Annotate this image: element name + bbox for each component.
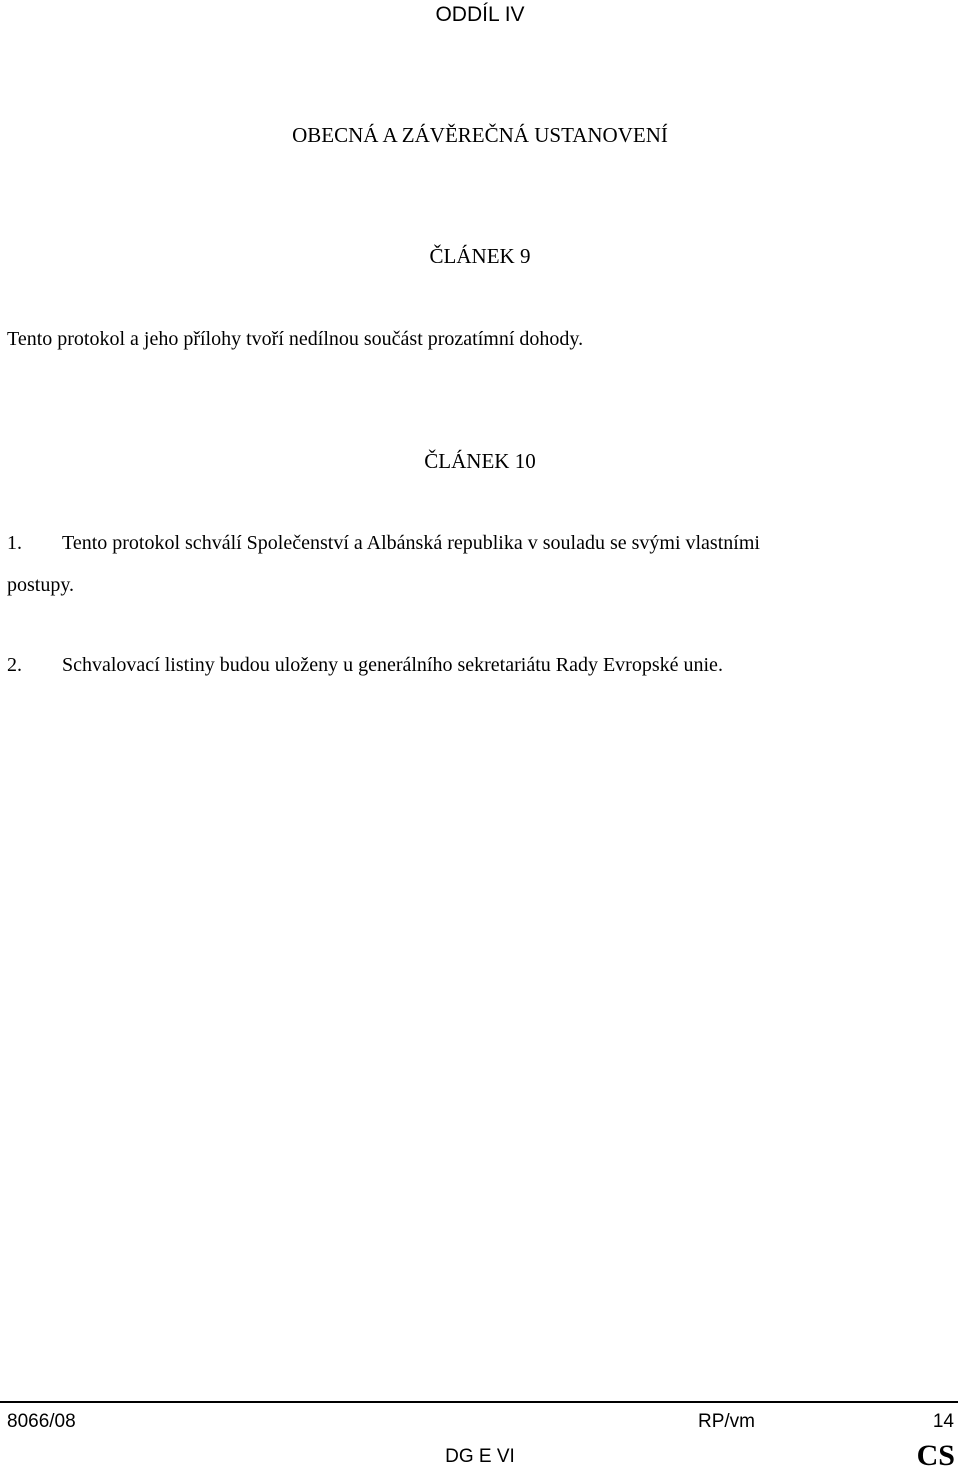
footer-page-number: 14 [932,1411,954,1432]
footer-directorate: DG E VI [445,1446,515,1467]
footer-divider [0,1401,958,1403]
section-heading: ODDÍL IV [435,3,525,26]
footer-language-code: CS [916,1439,955,1472]
article-10-item-2-number: 2. [7,654,22,676]
part-title: OBECNÁ A ZÁVĚREČNÁ USTANOVENÍ [292,123,668,147]
article-10-heading: ČLÁNEK 10 [424,449,536,473]
article-10-item-2-text: Schvalovací listiny budou uloženy u generálního sekretariátu Rady Evropské unie. [62,654,723,676]
article-10-item-1-text: Tento protokol schválí Společenství a Albánská republika v souladu se svými vlastními [62,532,760,554]
article-9-heading: ČLÁNEK 9 [429,244,531,268]
article-10-item-1-continuation: postupy. [7,574,75,596]
footer-initials: RP/vm [698,1411,755,1432]
article-9-text: Tento protokol a jeho přílohy tvoří nedílnou součást prozatímní dohody. [7,328,584,350]
footer-doc-number: 8066/08 [7,1411,76,1432]
article-10-item-1-number: 1. [7,532,22,554]
